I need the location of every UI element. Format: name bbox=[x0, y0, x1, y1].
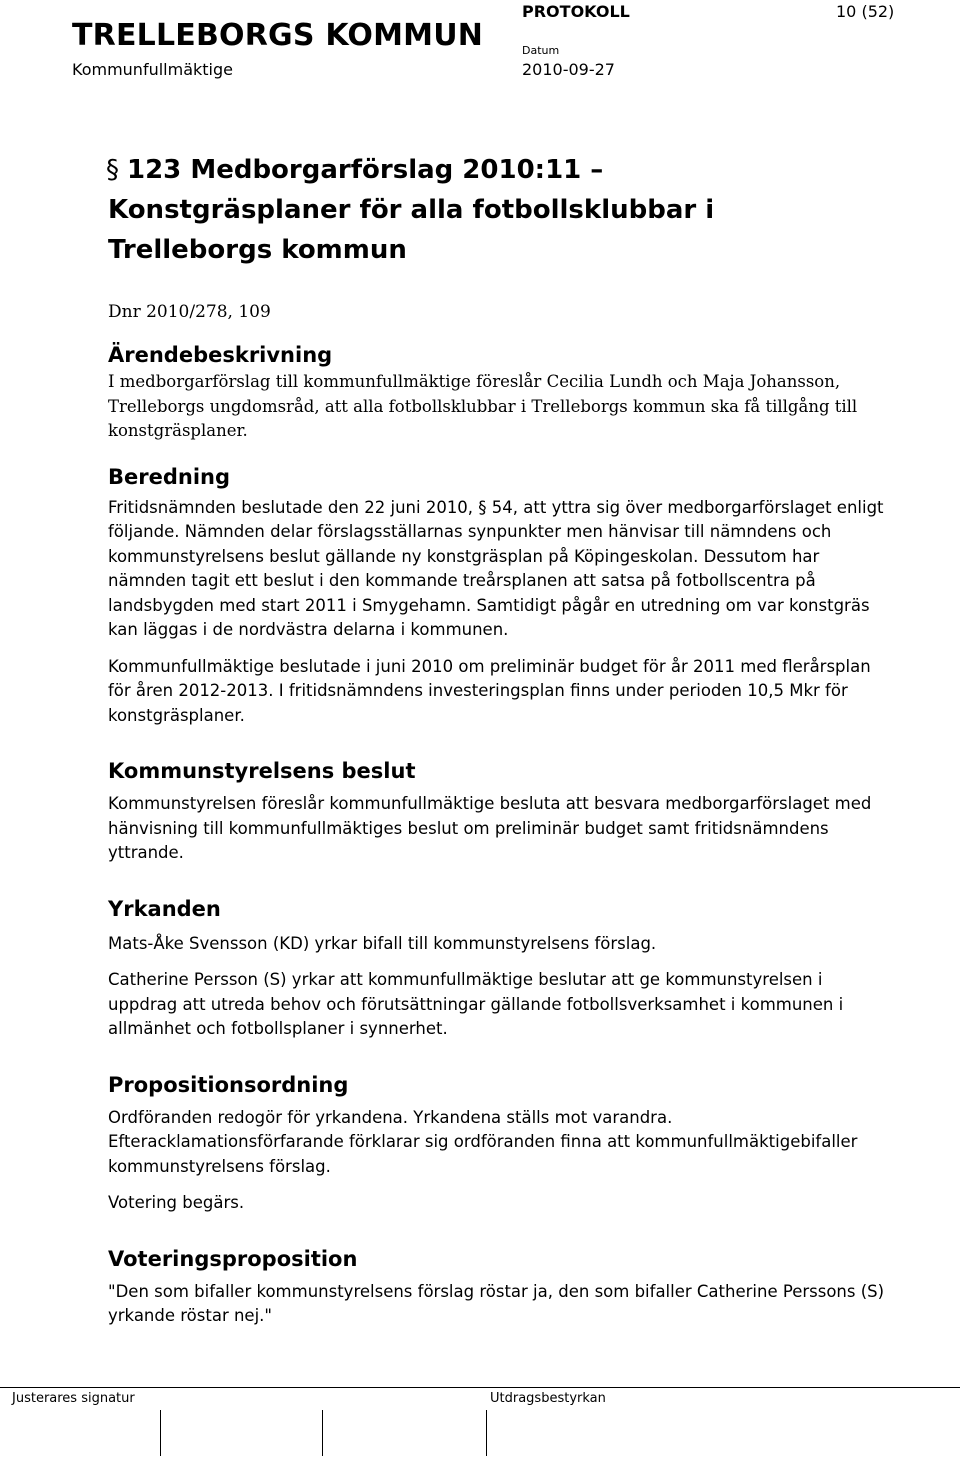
beredning-paragraph-2: Kommunfullmäktige beslutade i juni 2010 om preliminär budget för år 2011 med flerårsplan för åren 2012-2013. I fritidsnämndens investeringsplan finns under perioden 10,5 Mkr för konstgräsplaner. bbox=[108, 656, 871, 725]
heading-arendebeskrivning: Ärendebeskrivning bbox=[108, 343, 333, 367]
heading-voteringsproposition: Voteringsproposition bbox=[108, 1246, 358, 1271]
proposition-paragraph-2: Votering begärs. bbox=[108, 1193, 245, 1212]
footer-divider bbox=[0, 1387, 960, 1388]
heading-beredning: Beredning bbox=[108, 464, 231, 489]
title-line-2: Konstgräsplaner för alla fotbollsklubbar i bbox=[108, 195, 715, 225]
yrkanden-paragraph-2: Catherine Persson (S) yrkar att kommunfullmäktige beslutar att ge kommunstyrelsen i uppdrag att utreda behov och förutsättningar gällande fotbollsverksamhet i kommunen i allmänhet och fotbollsplaner i synnerhet. bbox=[108, 970, 844, 1038]
signature-box-divider-1 bbox=[160, 1410, 161, 1456]
dnr-reference: Dnr 2010/278, 109 bbox=[108, 302, 271, 322]
title-line-3: Trelleborgs kommun bbox=[108, 235, 407, 265]
extract-certification-label: Utdragsbestyrkan bbox=[490, 1391, 606, 1406]
page-title bbox=[108, 150, 888, 270]
signature-box-divider-2 bbox=[322, 1410, 323, 1456]
date-label: Datum bbox=[522, 44, 560, 57]
yrkanden-paragraph-1: Mats-Åke Svensson (KD) yrkar bifall till kommunstyrelsens förslag. bbox=[108, 933, 657, 953]
ks-beslut-text: Kommunstyrelsen föreslår kommunfullmäktige besluta att besvara medborgarförslaget med hänvisning till kommunfullmäktiges beslut om preliminär budget samt fritidsnämndens yttrande. bbox=[108, 794, 872, 862]
arende-text: I medborgarförslag till kommunfullmäktige föreslår Cecilia Lundh och Maja Johansson, Trelleborgs ungdomsråd, att alla fotbollsklubbar i Trelleborgs kommun ska få tillgång till konstgräsplaner. bbox=[108, 372, 858, 440]
beredning-paragraph-1: Fritidsnämnden beslutade den 22 juni 2010, § 54, att yttra sig över medborgarförslaget enligt följande. Nämnden delar förslagsställarnas synpunkter men hänvisar till nämndens och kommunstyrelsens beslut gällande ny konstgräsplan på Köpingeskolan. Dessutom har nämnden tagit ett beslut i den kommande treårsplanen att satsa på fotbollscentra på landsbygden med start 2011 i Smygehamn. Samtidigt pågår en utredning om var konstgräs kan läggas i de nordvästra delarna i kommunen. bbox=[108, 497, 884, 639]
signature-label: Justerares signatur bbox=[12, 1391, 135, 1406]
org-subtitle: Kommunfullmäktige bbox=[72, 60, 233, 79]
org-name: TRELLEBORGS KOMMUN bbox=[72, 18, 484, 53]
title-line-1-text: 123 Medborgarförslag 2010:11 – bbox=[127, 155, 604, 185]
date-value: 2010-09-27 bbox=[522, 60, 615, 79]
heading-yrkanden: Yrkanden bbox=[108, 896, 221, 921]
signature-box-divider-3 bbox=[486, 1410, 487, 1456]
document-type: PROTOKOLL bbox=[522, 2, 630, 21]
voteringsproposition-text: "Den som bifaller kommunstyrelsens förslag röstar ja, den som bifaller Catherine Perssons (S) yrkande röstar nej." bbox=[108, 1281, 885, 1325]
heading-propositionsordning: Propositionsordning bbox=[108, 1072, 349, 1097]
heading-ks-beslut: Kommunstyrelsens beslut bbox=[108, 759, 416, 783]
proposition-paragraph-1: Ordföranden redogör för yrkandena. Yrkandena ställs mot varandra. Efteracklamationsförfarande förklarar sig ordföranden finna att kommunfullmäktigebifaller kommunstyrelsens förslag. bbox=[108, 1107, 858, 1176]
page-number: 10 (52) bbox=[836, 2, 895, 21]
section-sign: § bbox=[106, 155, 119, 185]
main-content bbox=[108, 150, 888, 1329]
title-line-1 bbox=[108, 150, 888, 190]
